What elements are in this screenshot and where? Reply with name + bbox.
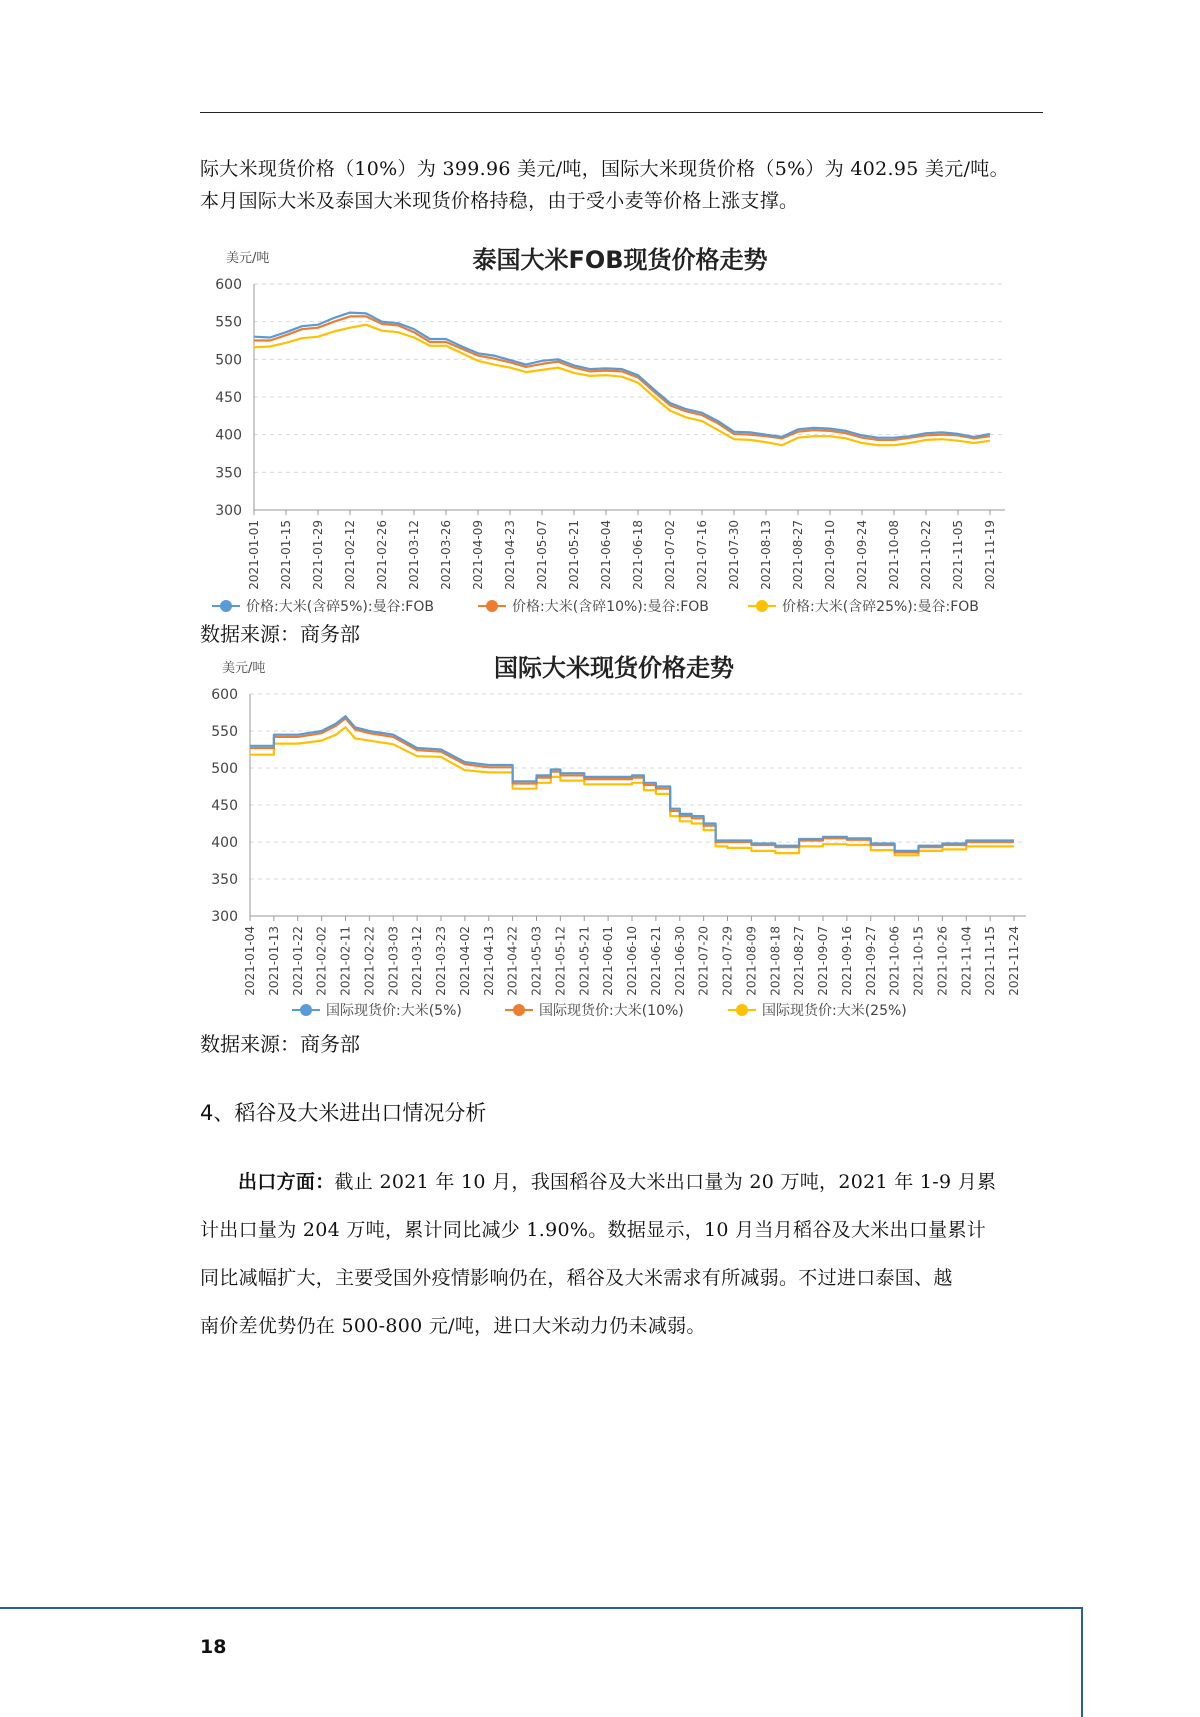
x-tick-label: 2021-10-08 [887,520,901,590]
legend-marker [300,1004,312,1016]
y-axis-unit: 美元/吨 [222,661,266,676]
y-tick-label: 350 [215,465,242,482]
x-tick-label: 2021-08-27 [792,926,807,996]
x-tick-label: 2021-05-21 [577,926,592,996]
x-tick-label: 2021-04-13 [481,926,496,996]
x-tick-label: 2021-01-04 [243,926,257,996]
y-tick-label: 500 [215,352,242,369]
x-tick-label: 2021-06-04 [599,520,613,590]
export-line-4: 南价差优势仍在 500-800 元/吨，进口大米动力仍未减弱。 [200,1315,706,1337]
x-tick-label: 2021-02-26 [375,520,389,590]
x-tick-label: 2021-09-27 [863,926,878,996]
x-tick-label: 2021-01-22 [290,926,305,996]
x-tick-label: 2021-06-18 [631,520,645,590]
x-tick-label: 2021-10-26 [935,926,950,996]
x-tick-label: 2021-10-15 [911,926,926,996]
y-axis-unit: 美元/吨 [226,251,270,266]
intro-paragraph [200,153,1030,217]
header-rule [200,112,1043,113]
x-tick-label: 2021-09-16 [839,926,854,996]
legend-marker [513,1004,525,1016]
x-tick-label: 2021-01-15 [279,520,293,590]
thai-rice-fob-chart-svg [200,238,1020,618]
x-tick-label: 2021-04-09 [471,520,485,590]
legend-label: 国际现货价:大米(25%) [762,1003,907,1019]
data-source-2: 数据来源：商务部 [200,1032,360,1056]
legend-label: 价格:大米(含碎10%):曼谷:FOB [512,599,709,615]
x-tick-label: 2021-07-29 [720,926,735,996]
x-tick-label: 2021-10-06 [887,926,902,996]
export-line-1 [200,1166,1030,1198]
intro-line-1: 际大米现货价格（10%）为 399.96 美元/吨，国际大米现货价格（5%）为 402.95 美元/吨。 [200,158,1009,180]
legend-label: 国际现货价:大米(10%) [539,1003,684,1019]
x-tick-label: 2021-07-20 [696,926,711,996]
x-tick-label: 2021-02-22 [362,926,377,996]
y-tick-label: 500 [211,761,238,777]
x-tick-label: 2021-02-12 [343,520,357,590]
x-tick-label: 2021-04-02 [457,926,472,996]
x-tick-label: 2021-03-12 [410,926,425,996]
x-tick-label: 2021-06-30 [672,926,687,996]
x-tick-label: 2021-08-09 [744,926,759,996]
intl-rice-spot-chart [200,648,1040,1032]
x-tick-label: 2021-01-29 [311,520,325,590]
x-tick-label: 2021-06-10 [625,926,639,996]
x-tick-label: 2021-11-04 [959,926,974,996]
x-tick-label: 2021-07-16 [695,520,709,590]
series-line-3 [254,325,990,446]
x-tick-label: 2021-04-23 [503,520,517,590]
y-tick-label: 600 [215,277,242,293]
legend-label: 国际现货价:大米(5%) [326,1003,462,1019]
x-tick-label: 2021-11-15 [983,926,998,996]
legend-marker [736,1004,748,1016]
x-tick-label: 2021-08-18 [768,926,783,996]
y-tick-label: 350 [211,872,238,888]
y-tick-label: 400 [211,835,238,851]
x-tick-label: 2021-07-30 [727,520,741,590]
legend-marker [756,600,768,612]
intro-line-2: 本月国际大米及泰国大米现货价格持稳，由于受小麦等价格上涨支撑。 [200,190,799,212]
section-heading: 4、稻谷及大米进出口情况分析 [200,1101,487,1125]
series-line-3 [250,727,1014,855]
y-tick-label: 550 [215,314,242,331]
x-tick-label: 2021-11-24 [1007,926,1021,996]
thai-rice-fob-chart [200,238,1020,622]
page-number: 18 [200,1636,227,1658]
y-tick-label: 550 [211,724,238,740]
series-line-2 [250,718,1014,852]
x-tick-label: 2021-05-21 [567,520,581,590]
legend-label: 价格:大米(含碎25%):曼谷:FOB [782,599,979,615]
export-line-1-text: 截止 2021 年 10 月，我国稻谷及大米出口量为 20 万吨，2021 年 1-9 月累 [334,1171,997,1193]
export-paragraph [200,1166,1030,1358]
x-tick-label: 2021-04-22 [505,926,520,996]
y-tick-label: 600 [211,687,238,703]
legend-marker [220,600,232,612]
legend-label: 价格:大米(含碎5%):曼谷:FOB [246,599,434,615]
footer-frame [0,1607,1083,1717]
chart-title: 泰国大米FOB现货价格走势 [472,246,768,274]
export-lead: 出口方面： [238,1171,335,1193]
x-tick-label: 2021-09-07 [816,926,830,996]
x-tick-label: 2021-07-02 [663,520,677,590]
x-tick-label: 2021-05-07 [535,520,549,590]
x-tick-label: 2021-09-10 [823,520,837,590]
chart-title: 国际大米现货价格走势 [494,654,734,682]
series-line-2 [254,316,990,440]
y-tick-label: 300 [211,909,238,925]
x-tick-label: 2021-10-22 [919,520,933,590]
x-tick-label: 2021-11-19 [983,520,997,590]
x-tick-label: 2021-03-03 [386,926,401,996]
x-tick-label: 2021-06-01 [601,926,616,996]
data-source-1: 数据来源：商务部 [200,622,360,646]
y-tick-label: 300 [215,503,242,519]
y-tick-label: 400 [215,427,242,444]
x-tick-label: 2021-03-26 [439,520,453,590]
legend-marker [486,600,498,612]
intl-rice-spot-chart-svg [200,648,1040,1028]
x-tick-label: 2021-05-03 [529,926,544,996]
x-tick-label: 2021-11-05 [951,520,965,590]
x-tick-label: 2021-08-13 [759,520,773,590]
x-tick-label: 2021-06-21 [648,926,663,996]
x-tick-label: 2021-03-23 [434,926,448,996]
x-tick-label: 2021-01-01 [247,520,261,590]
x-tick-label: 2021-01-13 [266,926,281,996]
y-tick-label: 450 [211,798,238,814]
x-tick-label: 2021-02-11 [338,926,353,996]
export-line-2: 计出口量为 204 万吨，累计同比减少 1.90%。数据显示，10 月当月稻谷及大米出口量累计 [200,1219,987,1241]
x-tick-label: 2021-09-24 [855,520,869,590]
x-tick-label: 2021-02-02 [314,926,329,996]
y-tick-label: 450 [215,390,242,406]
x-tick-label: 2021-08-27 [791,520,805,590]
x-tick-label: 2021-03-12 [407,520,421,590]
export-line-3: 同比减幅扩大，主要受国外疫情影响仍在，稻谷及大米需求有所减弱。不过进口泰国、越 [200,1267,953,1289]
x-tick-label: 2021-05-12 [553,926,568,996]
series-line-1 [254,313,990,438]
